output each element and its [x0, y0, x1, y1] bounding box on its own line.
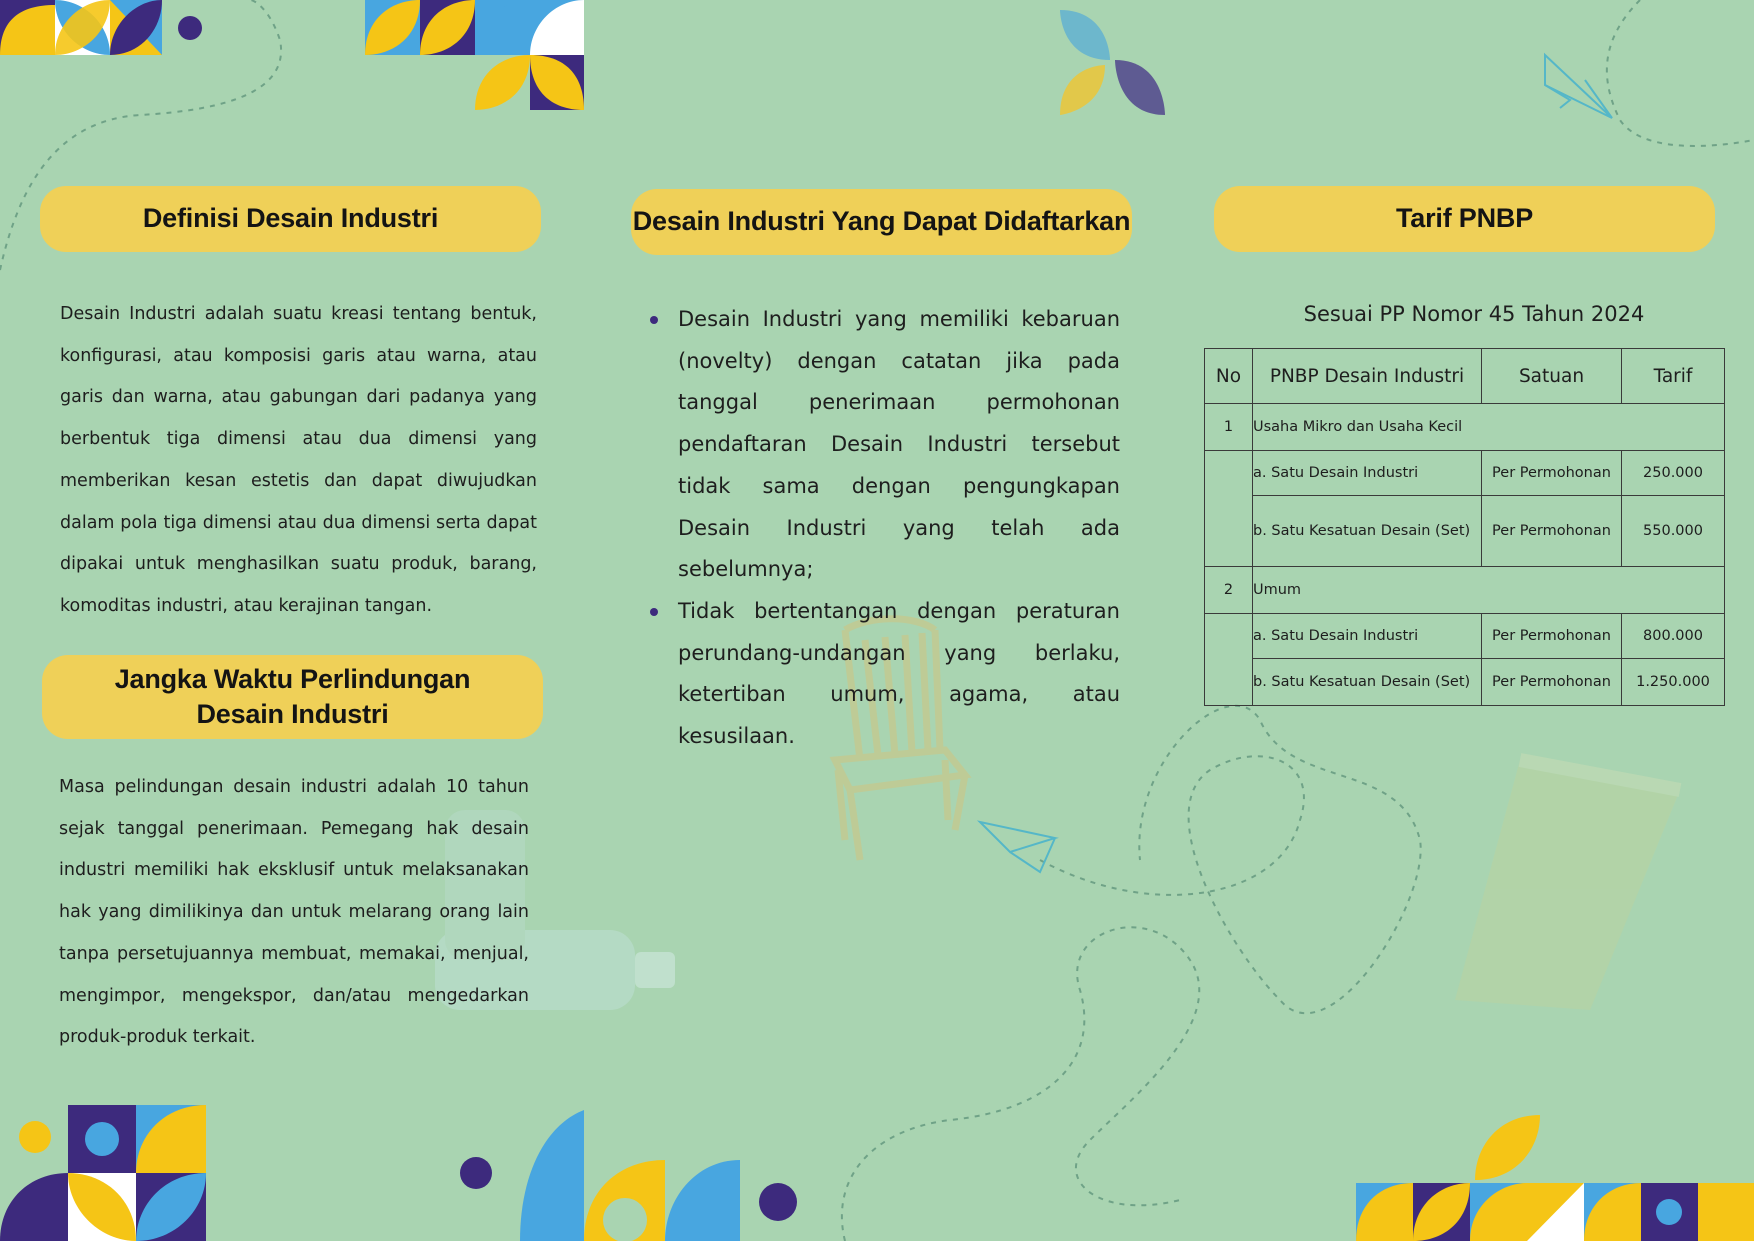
column-header: PNBP Desain Industri [1253, 349, 1482, 404]
table-header-row [1205, 349, 1725, 404]
group-number: 2 [1205, 567, 1253, 614]
fee-cell: 550.000 [1622, 496, 1725, 567]
list-item: Desain Industri yang memiliki kebaruan (novelty) dengan catatan jika pada tanggal penerimaan permohonan pendaftaran Desain Industri tersebut tidak sama dengan pengungkapan Desain Industri yang telah ada sebelumnya; [650, 299, 1120, 591]
protection-text: Masa pelindungan desain industri adalah 10 tahun sejak tanggal penerimaan. Pemegang hak desain industri memiliki hak eksklusif untuk melaksanakan hak yang dimilikinya dan untuk melarang orang lain tanpa persetujuannya membuat, memakai, menjual, mengimpor, mengekspor, dan/atau mengedarkan produk-produk terkait. [59, 777, 529, 1048]
column-header: Tarif [1622, 349, 1725, 404]
protection-title-line1: Jangka Waktu Perlindungan [114, 663, 471, 694]
paper-plane-icon [980, 822, 1055, 872]
regulation-subtitle: Sesuai PP Nomor 45 Tahun 2024 [1303, 302, 1645, 326]
table-row [1205, 659, 1725, 706]
unit-cell: Per Permohonan [1482, 451, 1622, 496]
unit-cell: Per Permohonan [1482, 496, 1622, 567]
item-cell: a. Satu Desain Industri [1253, 614, 1482, 659]
item-cell: b. Satu Kesatuan Desain (Set) [1253, 659, 1482, 706]
paper-plane-icon [1545, 55, 1612, 118]
fee-cell: 1.250.000 [1622, 659, 1725, 706]
empty-cell [1205, 614, 1253, 706]
definition-title: Definisi Desain Industri [142, 203, 439, 234]
table-row [1205, 614, 1725, 659]
geometric-tile-pattern [0, 0, 202, 55]
geometric-tile-pattern [1356, 1115, 1754, 1241]
group-name: Umum [1253, 567, 1725, 614]
item-cell: b. Satu Kesatuan Desain (Set) [1253, 496, 1482, 567]
table-row [1205, 567, 1725, 614]
table-row [1205, 496, 1725, 567]
registrable-bullet-list [650, 299, 1120, 758]
unit-cell: Per Permohonan [1482, 614, 1622, 659]
geometric-tile-pattern [365, 0, 584, 110]
plastic-cup-illustration [1455, 760, 1680, 1010]
table-row [1205, 404, 1725, 451]
definition-text: Desain Industri adalah suatu kreasi tentang bentuk, konfigurasi, atau komposisi garis atau warna, atau garis dan warna, atau gabungan dari padanya yang berbentuk tiga dimensi atau dua dimensi yang memberikan kesan estetis dan dapat diwujudkan dalam pola tiga dimensi atau dua dimensi serta dapat dipakai untuk menghasilkan suatu produk, barang, komoditas industri, atau kerajinan tangan. [60, 304, 537, 616]
tarif-table [1204, 348, 1725, 706]
group-number: 1 [1205, 404, 1253, 451]
empty-cell [1205, 451, 1253, 567]
petal-icon [1060, 10, 1165, 115]
group-name: Usaha Mikro dan Usaha Kecil [1253, 404, 1725, 451]
registrable-title: Desain Industri Yang Dapat Didaftarkan [632, 206, 1131, 237]
unit-cell: Per Permohonan [1482, 659, 1622, 706]
registrable-heading [631, 189, 1132, 255]
definition-heading [40, 186, 541, 252]
fee-cell: 800.000 [1622, 614, 1725, 659]
tarif-title: Tarif PNBP [1395, 203, 1534, 234]
geometric-tile-pattern [0, 1105, 206, 1241]
protection-title-line2: Desain Industri [196, 699, 389, 729]
column-header: Satuan [1482, 349, 1622, 404]
item-cell: a. Satu Desain Industri [1253, 451, 1482, 496]
table-row [1205, 451, 1725, 496]
list-item: Tidak bertentangan dengan peraturan perundang-undangan yang berlaku, ketertiban umum, agama, atau kesusilaan. [650, 591, 1120, 758]
column-header: No [1205, 349, 1253, 404]
protection-heading [42, 655, 543, 739]
fee-cell: 250.000 [1622, 451, 1725, 496]
tarif-heading [1214, 186, 1715, 252]
geometric-tile-pattern [460, 1110, 797, 1241]
